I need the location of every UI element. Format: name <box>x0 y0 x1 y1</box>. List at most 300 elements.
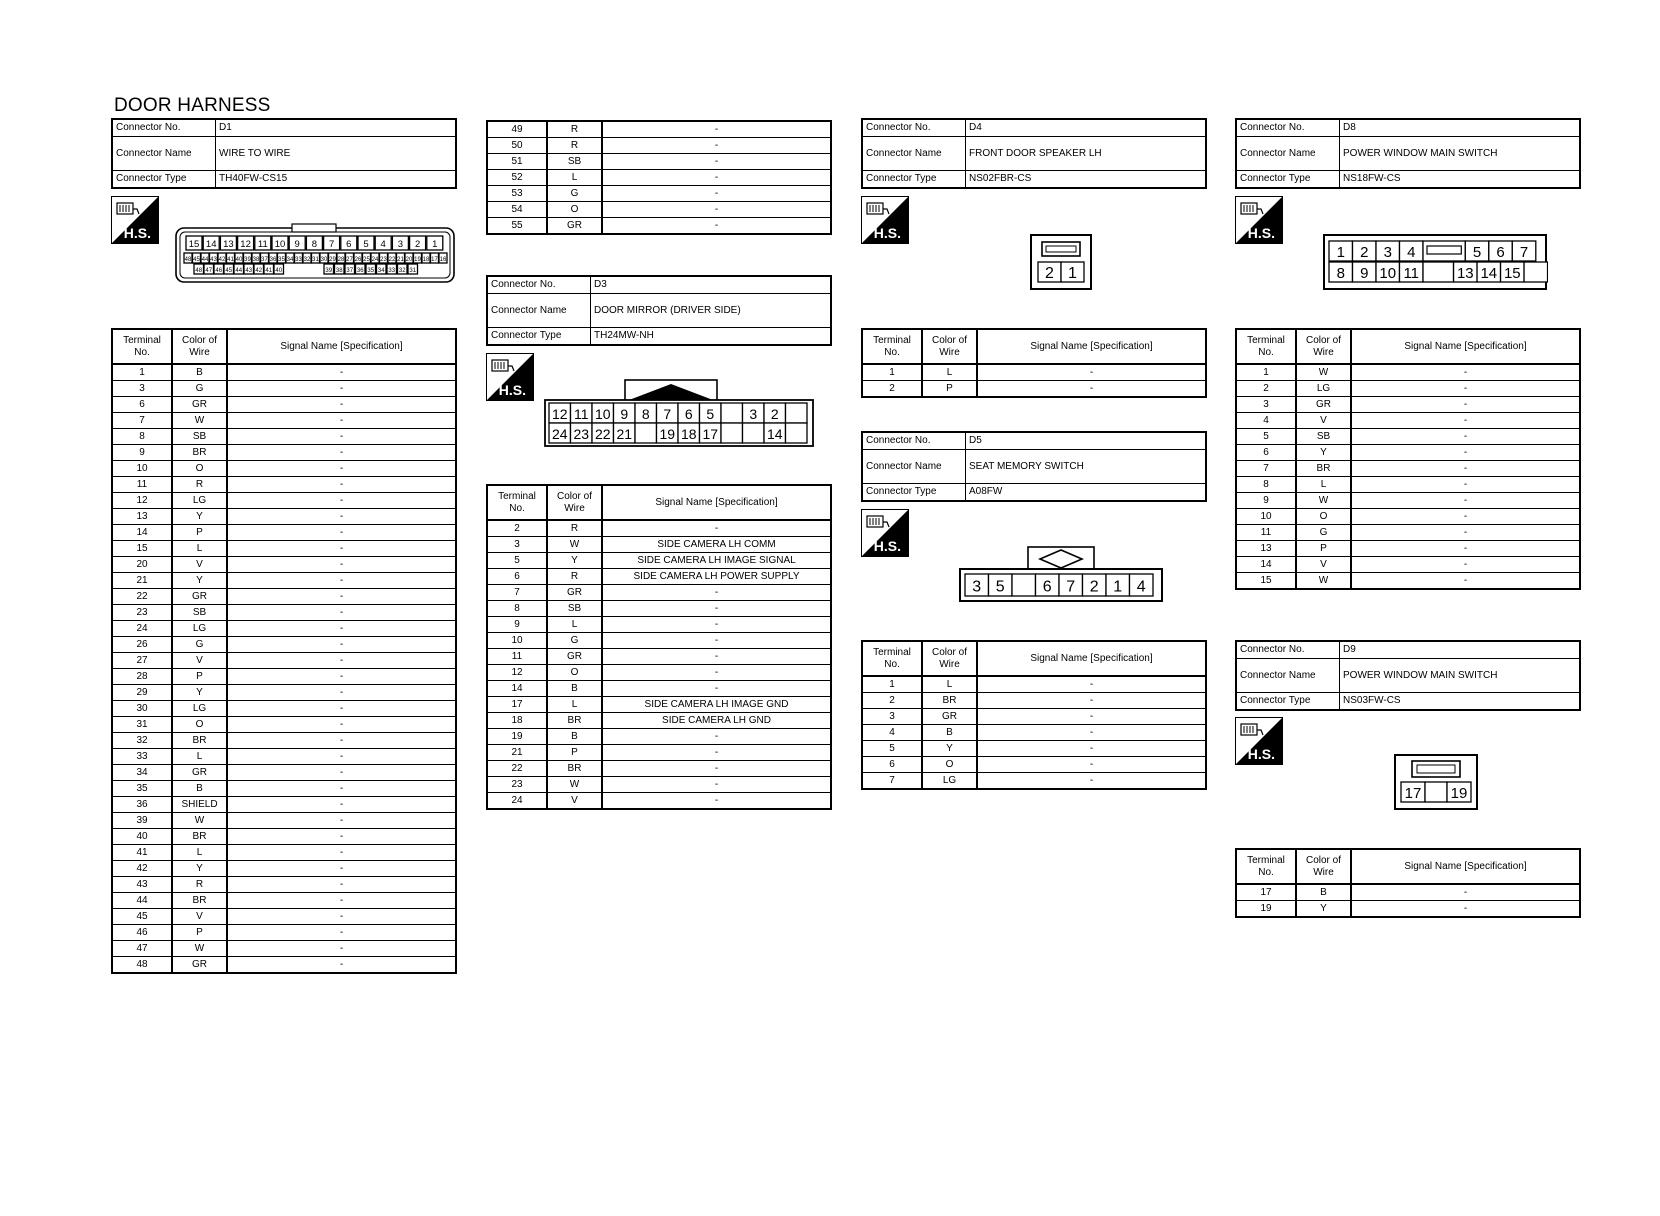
connector-pin <box>764 423 786 443</box>
table-row <box>487 777 831 793</box>
pin-number: 14 <box>766 426 783 442</box>
pin-number: 7 <box>663 406 672 422</box>
connector-pin <box>786 423 808 443</box>
table-row <box>1236 884 1580 901</box>
label-connector-name: Connector Name <box>1236 137 1340 171</box>
terminal: 4 <box>862 725 922 741</box>
signal-name: - <box>227 461 456 477</box>
table-row <box>112 461 456 477</box>
hs-badge-text: H.S. <box>873 538 901 554</box>
pin-number: 29 <box>329 257 336 263</box>
signal-name: - <box>227 541 456 557</box>
signal-name: - <box>227 701 456 717</box>
signal-name: - <box>227 525 456 541</box>
wire-color: B <box>172 781 227 797</box>
signal-name: - <box>1351 901 1580 918</box>
connector-pin <box>224 264 234 274</box>
connector-pin <box>592 403 614 423</box>
terminal-table-d1 <box>111 328 457 974</box>
signal-name: - <box>602 681 831 697</box>
table-row <box>487 601 831 617</box>
connector-pin <box>203 236 219 250</box>
terminal: 9 <box>112 445 172 461</box>
connector-pin <box>635 403 657 423</box>
wire-color: G <box>547 633 602 649</box>
label-connector-type: Connector Type <box>862 484 966 502</box>
pin-number: 32 <box>398 268 406 274</box>
table-row <box>487 793 831 810</box>
pin-number: 34 <box>377 268 385 274</box>
connector-pin <box>678 423 700 443</box>
table-row <box>1236 901 1580 918</box>
connector-name-value: POWER WINDOW MAIN SWITCH <box>1340 659 1581 693</box>
pin-number: 1 <box>432 239 438 251</box>
connector-pin <box>388 253 396 263</box>
connector-pin <box>571 403 593 423</box>
wire-color: V <box>1296 413 1351 429</box>
signal-name: - <box>227 845 456 861</box>
pin-number: 15 <box>1503 265 1521 282</box>
terminal: 21 <box>487 745 547 761</box>
header-terminal-no: Terminal No. <box>487 485 547 520</box>
wire-color: O <box>1296 509 1351 525</box>
wire-color: GR <box>172 765 227 781</box>
terminal: 45 <box>112 909 172 925</box>
terminal: 19 <box>487 729 547 745</box>
wire-color: L <box>172 749 227 765</box>
wire-color: W <box>172 941 227 957</box>
table-row <box>1236 525 1580 541</box>
connector-pin <box>218 253 226 263</box>
connector-diagram-d9 <box>1393 753 1479 811</box>
connector-no-value: D1 <box>216 119 457 137</box>
terminal: 3 <box>112 381 172 397</box>
table-row <box>112 589 456 605</box>
pin-number: 2 <box>1045 265 1054 282</box>
hs-badge-text: H.S. <box>1247 225 1275 241</box>
terminal: 50 <box>487 138 547 154</box>
pin-number: 2 <box>1360 244 1369 261</box>
pin-number: 14 <box>205 239 217 251</box>
header-color-of-wire: Color of Wire <box>1296 329 1351 364</box>
terminal-table-d8 <box>1235 328 1581 590</box>
terminal: 6 <box>862 757 922 773</box>
table-row <box>112 925 456 941</box>
hs-badge-text: H.S. <box>123 225 151 241</box>
signal-name: - <box>227 813 456 829</box>
pin-number: 22 <box>594 426 611 442</box>
connector-pin <box>614 423 636 443</box>
table-row <box>112 861 456 877</box>
connector-pin <box>204 264 214 274</box>
pin-number: 9 <box>294 239 300 251</box>
table-row <box>112 429 456 445</box>
signal-name: - <box>227 909 456 925</box>
terminal: 1 <box>1236 364 1296 381</box>
wire-color: SHIELD <box>172 797 227 813</box>
harness-side-icon <box>861 509 909 557</box>
signal-name: SIDE CAMERA LH IMAGE GND <box>602 697 831 713</box>
signal-name: - <box>602 585 831 601</box>
pin-number: 17 <box>431 257 438 263</box>
signal-name: - <box>1351 397 1580 413</box>
pin-number: 6 <box>1042 578 1052 596</box>
signal-name: - <box>227 733 456 749</box>
connector-pin <box>422 253 430 263</box>
table-row <box>112 381 456 397</box>
connector-pin <box>227 253 235 263</box>
wire-color: O <box>547 665 602 681</box>
terminal: 49 <box>487 121 547 138</box>
wire-color: BR <box>172 893 227 909</box>
signal-name: - <box>1351 381 1580 397</box>
label-connector-no: Connector No. <box>862 432 966 450</box>
table-row <box>112 653 456 669</box>
signal-name: - <box>1351 884 1580 901</box>
connector-pin <box>1353 241 1377 261</box>
pin-number: 7 <box>1519 244 1529 261</box>
connector-pin <box>320 253 328 263</box>
signal-name: - <box>227 637 456 653</box>
hs-badge-text: H.S. <box>873 225 901 241</box>
connector-pin <box>397 253 405 263</box>
terminal: 6 <box>1236 445 1296 461</box>
wire-color: BR <box>1296 461 1351 477</box>
label-connector-no: Connector No. <box>487 276 591 294</box>
connector-pin <box>431 253 439 263</box>
signal-name: - <box>602 729 831 745</box>
pin-number: 12 <box>551 406 568 422</box>
terminal: 5 <box>487 553 547 569</box>
connector-pin <box>375 236 391 250</box>
wire-color: R <box>547 121 602 138</box>
connector-pin <box>366 264 376 274</box>
connector-pin <box>269 253 277 263</box>
wire-color: Y <box>172 861 227 877</box>
terminal: 44 <box>112 893 172 909</box>
signal-name: - <box>1351 525 1580 541</box>
terminal: 11 <box>1236 525 1296 541</box>
terminal: 12 <box>487 665 547 681</box>
connector-pin <box>408 264 418 274</box>
wire-color: L <box>172 541 227 557</box>
connector-pin <box>405 253 413 263</box>
wire-color: SB <box>547 154 602 170</box>
terminal: 14 <box>487 681 547 697</box>
pin-number: 5 <box>706 406 715 422</box>
label-connector-name: Connector Name <box>487 294 591 328</box>
pin-number: 27 <box>346 257 353 263</box>
table-row <box>1236 381 1580 397</box>
pin-number: 24 <box>551 426 568 442</box>
signal-name: - <box>1351 413 1580 429</box>
wire-color: G <box>547 186 602 202</box>
terminal: 12 <box>112 493 172 509</box>
connector-pin <box>1454 262 1478 282</box>
wire-color: B <box>172 364 227 381</box>
header-signal-name: Signal Name [Specification] <box>1351 329 1580 364</box>
connector-pin <box>721 423 743 443</box>
wire-color: L <box>922 364 977 381</box>
pin-number: 18 <box>680 426 697 442</box>
pin-number: 35 <box>367 268 375 274</box>
terminal: 30 <box>112 701 172 717</box>
connector-pin <box>235 253 243 263</box>
pin-number: 39 <box>325 268 333 274</box>
signal-name: - <box>227 364 456 381</box>
connector-pin <box>1130 574 1154 596</box>
pin-number: 1 <box>1336 244 1345 261</box>
connector-pin <box>1465 241 1489 261</box>
connector-pin <box>324 264 334 274</box>
connector-pin <box>264 264 274 274</box>
wire-color: L <box>922 676 977 693</box>
signal-name: - <box>602 218 831 235</box>
connector-info-d4 <box>861 118 1207 189</box>
header-signal-name: Signal Name [Specification] <box>977 641 1206 676</box>
pin-number: 42 <box>218 257 226 263</box>
table-row <box>112 605 456 621</box>
table-row <box>862 709 1206 725</box>
connector-pin <box>1524 262 1548 282</box>
terminal: 18 <box>487 713 547 729</box>
table-row <box>112 909 456 925</box>
connector-pin <box>1329 241 1353 261</box>
pin-number: 33 <box>388 268 396 274</box>
connector-pin <box>261 253 269 263</box>
connector-pin <box>272 236 288 250</box>
label-connector-type: Connector Type <box>1236 171 1340 189</box>
terminal: 41 <box>112 845 172 861</box>
pin-number: 19 <box>659 426 676 442</box>
header-color-of-wire: Color of Wire <box>1296 849 1351 884</box>
signal-name: - <box>977 741 1206 757</box>
wire-color: R <box>172 477 227 493</box>
signal-name: - <box>227 765 456 781</box>
table-row <box>112 829 456 845</box>
pin-number: 11 <box>1403 265 1420 282</box>
terminal: 3 <box>862 709 922 725</box>
terminal: 35 <box>112 781 172 797</box>
connector-pin <box>252 253 260 263</box>
pin-number: 47 <box>205 268 213 274</box>
wire-color: L <box>547 170 602 186</box>
signal-name: - <box>1351 429 1580 445</box>
wire-color: LG <box>922 773 977 790</box>
pin-number: 40 <box>235 257 243 263</box>
terminal: 13 <box>112 509 172 525</box>
connector-pin <box>1376 262 1400 282</box>
terminal: 1 <box>862 676 922 693</box>
signal-name: - <box>602 633 831 649</box>
wire-color: V <box>1296 557 1351 573</box>
connector-pin <box>312 253 320 263</box>
signal-name: - <box>602 793 831 810</box>
table-row <box>1236 429 1580 445</box>
table-row <box>487 186 831 202</box>
pin-number: 13 <box>1456 265 1474 282</box>
pin-number: 23 <box>573 426 590 442</box>
pin-number: 48 <box>184 257 192 263</box>
terminal: 55 <box>487 218 547 235</box>
connector-pin <box>1423 262 1454 282</box>
wire-color: O <box>922 757 977 773</box>
pin-number: 10 <box>594 406 611 422</box>
signal-name: - <box>227 653 456 669</box>
terminal-table-d5 <box>861 640 1207 790</box>
connector-pin <box>286 253 294 263</box>
signal-name: - <box>227 381 456 397</box>
signal-name: - <box>227 957 456 974</box>
wire-color: GR <box>1296 397 1351 413</box>
label-connector-type: Connector Type <box>487 328 591 346</box>
pin-number: 34 <box>286 257 294 263</box>
connector-name-value: SEAT MEMORY SWITCH <box>966 450 1207 484</box>
connector-pin <box>387 264 397 274</box>
connector-pin <box>214 264 224 274</box>
terminal: 3 <box>487 537 547 553</box>
terminal: 43 <box>112 877 172 893</box>
label-connector-name: Connector Name <box>112 137 216 171</box>
pin-number: 26 <box>354 257 362 263</box>
signal-name: - <box>977 381 1206 398</box>
pin-number: 7 <box>1066 578 1076 596</box>
table-row <box>112 397 456 413</box>
terminal: 47 <box>112 941 172 957</box>
pin-number: 14 <box>1480 265 1498 282</box>
pin-number: 32 <box>303 257 311 263</box>
connector-no-value: D5 <box>966 432 1207 450</box>
pin-number: 2 <box>1089 578 1099 596</box>
wire-color: W <box>172 413 227 429</box>
pin-number: 3 <box>972 578 982 596</box>
table-row <box>487 154 831 170</box>
pin-number: 25 <box>363 257 370 263</box>
connector-pin <box>337 253 345 263</box>
connector-diagram-d8 <box>1322 233 1548 291</box>
wire-color: SB <box>172 605 227 621</box>
pin-number: 22 <box>388 257 396 263</box>
table-row <box>112 445 456 461</box>
connector-pin <box>210 253 218 263</box>
signal-name: - <box>227 717 456 733</box>
header-signal-name: Signal Name [Specification] <box>1351 849 1580 884</box>
table-row <box>487 617 831 633</box>
signal-name: - <box>227 861 456 877</box>
terminal: 8 <box>112 429 172 445</box>
terminal: 7 <box>112 413 172 429</box>
terminal-table-d9 <box>1235 848 1581 918</box>
signal-name: - <box>1351 509 1580 525</box>
wire-color: GR <box>172 589 227 605</box>
pin-number: 16 <box>439 257 447 263</box>
connector-name-value: WIRE TO WIRE <box>216 137 457 171</box>
table-row <box>862 676 1206 693</box>
connector-pin <box>324 236 340 250</box>
signal-name: - <box>1351 477 1580 493</box>
signal-name: - <box>227 797 456 813</box>
connector-pin <box>721 403 743 423</box>
pin-number: 7 <box>328 239 335 251</box>
wire-color: Y <box>547 553 602 569</box>
connector-pin <box>1353 262 1377 282</box>
signal-name: - <box>227 477 456 493</box>
wire-color: B <box>1296 884 1351 901</box>
table-row <box>112 493 456 509</box>
table-row <box>1236 364 1580 381</box>
pin-number: 11 <box>573 406 589 422</box>
terminal: 8 <box>1236 477 1296 493</box>
connector-pin <box>220 236 236 250</box>
connector-pin <box>549 403 571 423</box>
connector-pin <box>303 253 311 263</box>
wire-color: W <box>547 537 602 553</box>
pin-number: 10 <box>274 239 286 251</box>
connector-pin <box>1038 262 1061 282</box>
table-row <box>1236 445 1580 461</box>
terminal: 40 <box>112 829 172 845</box>
connector-pin <box>1501 262 1525 282</box>
terminal-table-d1-continued <box>486 120 832 235</box>
table-row <box>112 637 456 653</box>
wire-color: L <box>547 617 602 633</box>
terminal: 1 <box>862 364 922 381</box>
table-row <box>862 693 1206 709</box>
pin-number: 45 <box>193 257 200 263</box>
harness-side-icon <box>486 353 534 401</box>
terminal: 34 <box>112 765 172 781</box>
connector-pin <box>244 264 254 274</box>
table-row <box>112 797 456 813</box>
terminal: 32 <box>112 733 172 749</box>
table-row <box>487 729 831 745</box>
connector-pin <box>335 264 345 274</box>
signal-name: - <box>977 725 1206 741</box>
terminal: 3 <box>1236 397 1296 413</box>
signal-name: SIDE CAMERA LH POWER SUPPLY <box>602 569 831 585</box>
connector-no-value: D4 <box>966 119 1207 137</box>
label-connector-type: Connector Type <box>862 171 966 189</box>
connector-pin <box>380 253 388 263</box>
signal-name: - <box>602 777 831 793</box>
table-row <box>487 202 831 218</box>
wire-color: SB <box>1296 429 1351 445</box>
table-row <box>487 665 831 681</box>
terminal: 14 <box>112 525 172 541</box>
connector-pin <box>614 403 636 423</box>
label-connector-type: Connector Type <box>112 171 216 189</box>
signal-name: - <box>227 781 456 797</box>
pin-number: 38 <box>252 257 260 263</box>
pin-number: 30 <box>320 257 328 263</box>
connector-pin <box>184 253 192 263</box>
table-row <box>112 877 456 893</box>
connector-info-d9 <box>1235 640 1581 711</box>
table-row <box>112 941 456 957</box>
signal-name: - <box>602 121 831 138</box>
signal-name: - <box>227 941 456 957</box>
connector-pin <box>306 236 322 250</box>
connector-diagram-d4 <box>1029 233 1093 291</box>
connector-pin <box>356 264 366 274</box>
connector-type-value: NS02FBR-CS <box>966 171 1207 189</box>
pin-number: 6 <box>346 239 352 251</box>
signal-name: SIDE CAMERA LH IMAGE SIGNAL <box>602 553 831 569</box>
pin-number: 37 <box>346 268 354 274</box>
signal-name: - <box>977 773 1206 790</box>
table-row <box>487 761 831 777</box>
connector-info-d3 <box>486 275 832 346</box>
